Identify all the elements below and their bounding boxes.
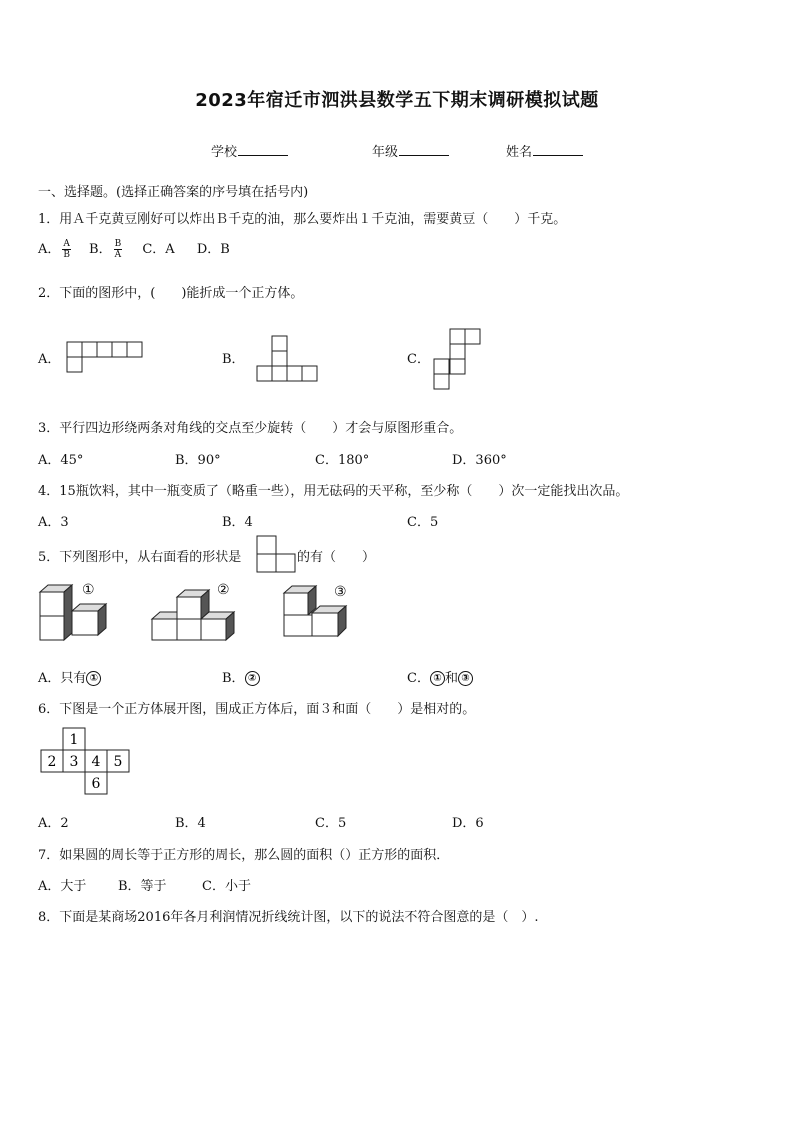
question-3-stem: 3．平行四边形绕两条对角线的交点至少旋转（ ）才会与原图形重合。 [38,421,463,436]
school-field[interactable] [211,141,288,160]
q5-figure-1-label: ① [82,582,95,598]
school-blank[interactable] [238,143,288,156]
q4-option-c[interactable]: C．5 [407,515,439,530]
q2-option-b[interactable]: B． [222,352,245,367]
fraction-a-over-b: $\frac{A}{B}$ [63,239,70,260]
q5-solid-3 [284,584,364,642]
net-face-3: 3 [69,754,79,770]
school-label: 学校 [211,145,238,160]
q6-option-a[interactable]: A．2 [38,816,69,831]
net-face-4: 4 [91,754,101,770]
name-blank[interactable] [533,143,583,156]
q3-option-c[interactable]: C．180° [315,453,370,468]
q2-net-b [257,336,321,384]
q6-option-c[interactable]: C．5 [315,816,347,831]
name-label: 姓名 [506,145,533,160]
q7-option-a[interactable]: A．大于 [38,879,87,894]
q2-net-c [434,329,484,393]
q6-option-b[interactable]: B．4 [175,816,206,831]
q5-side-view-shape [257,536,299,576]
net-face-5: 5 [113,754,123,770]
q5-option-c[interactable]: C． ① 和 ③ [407,667,473,686]
question-6-stem: 6．下图是一个正方体展开图，围成正方体后，面３和面（ ）是相对的。 [38,702,476,717]
q4-option-b[interactable]: B．4 [222,515,253,530]
grade-field[interactable] [372,141,449,160]
q6-option-d[interactable]: D．6 [452,816,484,831]
q7-option-b[interactable]: B．等于 [118,879,167,894]
q7-option-c[interactable]: C．小于 [202,879,251,894]
name-field[interactable] [506,141,583,160]
question-1-stem: 1．用Ａ千克黄豆刚好可以炸出Ｂ千克的油，那么要炸出１千克油，需要黄豆（ ）千克。 [38,212,567,227]
q5-figure-3-label: ③ [334,584,347,600]
q3-option-d[interactable]: D．360° [452,453,507,468]
question-2-stem: 2．下面的图形中，( )能折成一个正方体。 [38,286,304,301]
question-1-options [38,238,230,260]
question-7-stem: 7．如果圆的周长等于正方形的周长，那么圆的面积（）正方形的面积． [38,848,450,863]
q5-figure-2-label: ② [217,582,230,598]
net-face-6: 6 [91,776,101,792]
q5-option-b[interactable]: B． ② [222,667,260,686]
q4-option-a[interactable]: A．3 [38,515,69,530]
q5-option-a[interactable]: A．只有 ① [38,667,101,686]
q6-cube-net [41,728,137,798]
q5-solid-1 [40,582,120,644]
q2-option-a[interactable]: A． [38,352,61,367]
question-4-stem: 4．15瓶饮料，其中一瓶变质了（略重一些），用无砝码的天平称，至少称（ ）次一定能找出次品。 [38,484,629,499]
q2-net-a [67,342,147,374]
q3-option-b[interactable]: B．90° [175,453,221,468]
question-8-stem: 8．下面是某商场2016年各月利润情况折线统计图，以下的说法不符合图意的是（ ）. [38,910,539,925]
question-5-stem-end: 的有（ ） [297,550,376,565]
page-title: 2023年宿迁市泗洪县数学五下期末调研模拟试题 [195,90,599,111]
net-face-2: 2 [47,754,57,770]
q2-option-c[interactable]: C． [407,352,430,367]
q1-option-d[interactable]: D．B [196,242,230,257]
grade-label: 年级 [372,145,399,160]
grade-blank[interactable] [399,143,449,156]
section-heading: 一、选择题。(选择正确答案的序号填在括号内) [38,185,309,200]
net-face-1: 1 [69,732,79,748]
q1-option-b[interactable]: B． $\frac{B}{A}$ [89,239,122,260]
q1-option-c[interactable]: C．A [142,242,175,257]
q1-option-a[interactable]: A． $\frac{A}{B}$ [38,239,70,260]
fraction-b-over-a: $\frac{B}{A}$ [114,239,122,260]
q3-option-a[interactable]: A．45° [38,453,84,468]
question-5-stem-start: 5．下列图形中，从右面看的形状是 [38,550,242,565]
